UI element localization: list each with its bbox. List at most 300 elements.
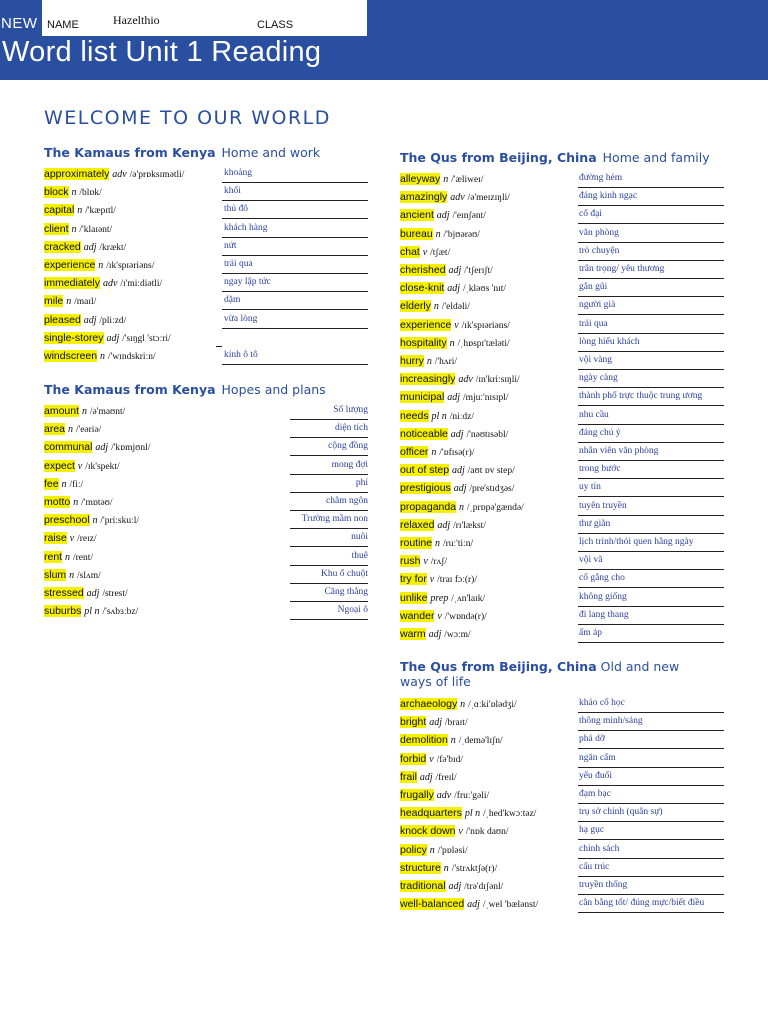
part-of-speech: v	[429, 574, 435, 586]
vocab-word: unlike	[400, 591, 428, 604]
answer-line	[578, 387, 724, 388]
answer-line	[578, 730, 724, 731]
part-of-speech: prep	[430, 592, 449, 604]
word-entry	[44, 496, 113, 508]
phonetic: /braɪt/	[444, 718, 468, 729]
vocab-word: rent	[44, 550, 63, 563]
answer-line	[222, 364, 368, 365]
answer-line	[578, 839, 724, 840]
part-of-speech: n	[443, 862, 449, 874]
word-entry	[44, 405, 125, 417]
phonetic: /mjuː'nɪsɪpl/	[462, 393, 509, 404]
meaning: trụ sở chính (quân sự)	[579, 807, 663, 818]
vocab-word: increasingly	[400, 373, 456, 386]
part-of-speech: n	[100, 351, 106, 362]
vocab-word: elderly	[400, 300, 431, 313]
meaning: uy tín	[579, 482, 601, 493]
vocab-word: prestigious	[400, 482, 451, 495]
answer-line	[222, 309, 368, 310]
part-of-speech: n	[61, 478, 67, 490]
part-of-speech: adv	[436, 790, 452, 801]
section-heading-home-and-family	[400, 150, 710, 165]
meaning: hạ gục	[579, 825, 605, 836]
meaning: dặm	[224, 295, 241, 306]
part-of-speech: adj	[451, 465, 465, 477]
part-of-speech: n	[449, 337, 455, 349]
phonetic: /ə'maʊnt/	[89, 407, 126, 417]
answer-line	[578, 314, 724, 315]
word-entry	[44, 460, 120, 472]
part-of-speech: adj	[419, 771, 433, 783]
meaning: khoảng	[224, 168, 252, 178]
meaning: Trường mầm non	[301, 514, 368, 525]
section-family: The Qus from Beijing, China	[400, 659, 597, 674]
phonetic: /'nəʊtɪsəbl/	[466, 429, 509, 440]
phonetic: /'bjʊərəʊ/	[443, 229, 480, 240]
section-topic: Home and work	[221, 145, 321, 160]
word-entry	[400, 716, 468, 728]
word-entry	[44, 259, 154, 271]
word-entry	[400, 173, 483, 185]
vocab-word: routine	[400, 537, 433, 549]
word-entry	[400, 880, 503, 892]
phonetic: /'nɒk daʊn/	[465, 827, 509, 838]
meaning: phí	[355, 477, 368, 488]
vocab-word: pleased	[44, 313, 81, 326]
phonetic: /ə'prɒksɪmətli/	[129, 170, 185, 180]
vocab-word: cracked	[44, 240, 81, 253]
vocab-word: mile	[44, 295, 64, 308]
answer-line	[578, 894, 724, 895]
word-row	[400, 336, 758, 354]
word-row	[400, 372, 758, 390]
phonetic: /'kɒmjʊnl/	[111, 443, 151, 454]
vocab-word: municipal	[400, 391, 445, 404]
word-row	[400, 245, 758, 263]
vocab-word: frugally	[400, 789, 434, 801]
phonetic: /blɒk/	[79, 188, 102, 199]
word-row	[400, 354, 758, 372]
phonetic: /ɪn'kriːsɪŋli/	[475, 375, 520, 386]
word-row	[400, 409, 758, 427]
meaning: trong bước	[579, 464, 621, 475]
word-row	[400, 824, 758, 842]
word-row	[400, 715, 758, 733]
vocab-word: traditional	[400, 880, 446, 892]
vocab-word: approximately	[44, 168, 110, 180]
answer-line	[578, 351, 724, 352]
phonetic: /ɪk'spɪəriəns/	[106, 261, 155, 271]
section-topic: Hopes and plans	[221, 382, 326, 397]
answer-line	[578, 587, 724, 588]
part-of-speech: n	[433, 301, 439, 313]
meaning: khảo cổ học	[579, 698, 625, 708]
meaning: ngay lập tức	[224, 277, 271, 288]
word-entry	[400, 610, 487, 622]
word-row	[400, 770, 758, 788]
word-row	[400, 299, 758, 317]
answer-line	[578, 496, 724, 497]
vocab-word: amazingly	[400, 191, 448, 204]
answer-line	[578, 260, 724, 261]
meaning: truyền thống	[579, 880, 628, 890]
vocab-word: raise	[44, 532, 67, 545]
phonetic: /'tʃerɪʃt/	[464, 266, 493, 276]
answer-line	[290, 546, 368, 547]
vocab-word: cherished	[400, 264, 446, 276]
meaning: nứt	[224, 240, 237, 251]
answer-line	[290, 474, 368, 475]
word-entry	[400, 771, 457, 783]
part-of-speech: n	[435, 228, 441, 240]
meaning: nuôi	[351, 532, 368, 543]
phonetic: /'wɪndskriːn/	[107, 352, 156, 362]
phonetic: /ruː'tiːn/	[442, 539, 474, 549]
name-value: Hazelthio	[113, 13, 160, 27]
phonetic: /ɪk'spɪəriəns/	[461, 320, 510, 331]
word-row	[400, 445, 758, 463]
part-of-speech: adj	[428, 629, 442, 640]
phonetic: /'eəriə/	[75, 425, 102, 436]
word-entry	[44, 295, 96, 307]
answer-line	[216, 346, 222, 347]
meaning: thành phố trực thuộc trung ương	[579, 391, 703, 402]
answer-line	[222, 218, 368, 219]
meaning: nhân viên văn phòng	[579, 446, 659, 456]
vocab-word: area	[44, 423, 66, 436]
part-of-speech: adj	[106, 332, 120, 344]
vocab-word: try for	[400, 573, 427, 586]
word-entry	[400, 319, 510, 331]
phonetic: /ˌɑːki'ɒlədʒi/	[468, 700, 517, 710]
phonetic: /tʃæt/	[430, 247, 451, 258]
phonetic: /'mɒtəʊ/	[81, 498, 113, 508]
vocab-word: amount	[44, 405, 80, 417]
phonetic: /traɪ fɔː(r)/	[437, 575, 477, 586]
word-entry	[400, 789, 489, 801]
word-row	[400, 427, 758, 445]
word-row	[400, 190, 758, 208]
vocab-word: out of step	[400, 464, 450, 477]
page-title: Word list Unit 1 Reading	[2, 36, 322, 68]
phonetic: /pre'stɪdʒəs/	[469, 484, 515, 495]
part-of-speech: adv	[112, 169, 127, 180]
vocab-word: propaganda	[400, 500, 457, 513]
vocab-word: block	[44, 186, 69, 199]
phonetic: /fə'bɪd/	[436, 754, 464, 765]
word-entry	[44, 605, 138, 617]
part-of-speech: v	[454, 319, 459, 331]
phonetic: /krækt/	[99, 242, 127, 253]
word-entry	[400, 555, 447, 567]
part-of-speech: n	[66, 296, 72, 308]
part-of-speech: adj	[450, 428, 464, 440]
part-of-speech: n	[450, 735, 456, 747]
answer-line	[578, 624, 724, 625]
word-entry	[44, 423, 101, 435]
part-of-speech: adj	[448, 265, 462, 276]
section-topic: Home and family	[602, 150, 710, 165]
word-entry	[400, 628, 471, 640]
word-row	[400, 627, 758, 645]
word-entry	[400, 191, 510, 203]
answer-line	[578, 712, 724, 713]
word-row	[400, 609, 758, 627]
answer-line	[290, 601, 368, 602]
part-of-speech: adj	[448, 881, 462, 892]
answer-line	[290, 619, 368, 620]
part-of-speech: v	[77, 460, 83, 472]
word-entry	[400, 428, 508, 440]
phonetic: /'kæpɪtl/	[85, 206, 116, 217]
word-entry	[44, 569, 101, 581]
part-of-speech: n	[73, 497, 79, 508]
meaning: kính ô tô	[224, 350, 258, 360]
word-row	[400, 536, 758, 554]
meaning: Khu ổ chuột	[321, 568, 368, 579]
vocab-word: experience	[400, 318, 452, 331]
answer-line	[578, 551, 724, 552]
word-row	[400, 806, 758, 824]
phonetic: /'eɪnʃənt/	[452, 211, 486, 222]
word-entry	[44, 514, 139, 526]
word-entry	[400, 391, 509, 403]
word-entry	[400, 753, 463, 765]
vocab-word: noticeable	[400, 427, 448, 440]
meaning: cấu trúc	[579, 861, 610, 872]
meaning: Số lượng	[333, 405, 368, 415]
part-of-speech: n	[460, 699, 466, 710]
phonetic: /'ɒfɪsə(r)/	[439, 448, 475, 458]
meaning: trân trọng/ yêu thương	[579, 264, 665, 274]
answer-line	[290, 510, 368, 511]
phonetic: /ˌkləʊs 'nɪt/	[462, 284, 507, 295]
answer-line	[222, 182, 368, 183]
phonetic: /'hʌri/	[434, 357, 458, 367]
word-row	[400, 861, 758, 879]
part-of-speech: n	[92, 515, 98, 527]
word-row	[400, 752, 758, 770]
word-row	[400, 481, 758, 499]
phonetic: /ˌʌn'laɪk/	[451, 593, 486, 604]
vocab-word: archaeology	[400, 698, 458, 710]
part-of-speech: n	[435, 538, 441, 549]
word-row	[400, 843, 758, 861]
meaning: người già	[579, 300, 616, 311]
vocab-word: bureau	[400, 227, 433, 240]
part-of-speech: adj	[447, 283, 461, 295]
meaning: vừa lòng	[224, 313, 258, 324]
word-row	[400, 281, 758, 299]
answer-line	[290, 419, 368, 420]
answer-line	[290, 583, 368, 584]
vocab-word: experience	[44, 259, 96, 271]
section-topic: Old and new ways of life	[400, 659, 680, 689]
meaning: vội vàng	[579, 355, 612, 365]
name-label: NAME	[47, 19, 79, 31]
word-entry	[400, 592, 485, 604]
meaning: cân bằng tốt/ đúng mực/biết điều	[579, 898, 705, 909]
phonetic: /niːdz/	[449, 411, 475, 422]
part-of-speech: n	[71, 223, 77, 235]
answer-line	[578, 205, 724, 206]
meaning: nhu cầu	[579, 409, 609, 420]
word-entry	[400, 519, 486, 531]
word-row	[400, 897, 758, 915]
answer-line	[578, 606, 724, 607]
answer-line	[578, 642, 724, 643]
phonetic: /'æliweɪ/	[451, 175, 484, 185]
part-of-speech: adj	[83, 241, 97, 253]
word-row	[400, 591, 758, 609]
word-entry	[44, 204, 116, 216]
vocab-word: alleyway	[400, 173, 441, 185]
section-family: The Qus from Beijing, China	[400, 150, 597, 165]
meaning: đạm bạc	[579, 789, 611, 799]
section-family: The Kamaus from Kenya	[44, 382, 216, 397]
meaning: văn phòng	[579, 227, 619, 238]
vocab-word: well-balanced	[400, 898, 465, 911]
answer-line	[290, 528, 368, 529]
vocab-word: officer	[400, 446, 429, 458]
meaning: trò chuyện	[579, 245, 620, 256]
word-entry	[44, 186, 102, 198]
word-row	[400, 172, 758, 190]
word-entry	[44, 441, 150, 453]
part-of-speech: n	[98, 260, 104, 271]
word-row	[400, 463, 758, 481]
vocab-word: client	[44, 222, 69, 235]
meaning: khối	[224, 186, 241, 197]
meaning: mong đợi	[331, 459, 368, 470]
answer-line	[290, 437, 368, 438]
phonetic: /ˌprɒpə'gændə/	[466, 502, 524, 513]
word-entry	[400, 337, 510, 349]
vocab-word: needs	[400, 409, 429, 422]
meaning: thủ đô	[224, 204, 249, 215]
word-row	[400, 500, 758, 518]
answer-line	[578, 405, 724, 406]
word-entry	[400, 807, 536, 819]
answer-line	[578, 369, 724, 370]
vocab-word: frail	[400, 770, 417, 783]
meaning: thuê	[351, 550, 368, 561]
word-row	[400, 208, 758, 226]
answer-line	[222, 328, 368, 329]
answer-line	[290, 565, 368, 566]
part-of-speech: n	[443, 174, 449, 185]
part-of-speech: n	[458, 501, 464, 513]
phonetic: /ˌwel 'bælənst/	[482, 900, 539, 911]
part-of-speech: pl n	[464, 808, 481, 820]
vocab-word: structure	[400, 861, 441, 874]
word-entry	[400, 228, 480, 240]
word-entry	[44, 314, 126, 326]
part-of-speech: v	[423, 556, 428, 568]
vocab-word: slum	[44, 568, 67, 581]
word-entry	[400, 844, 468, 856]
answer-line	[222, 255, 368, 256]
meaning: châm ngôn	[326, 496, 368, 506]
vocab-word: hurry	[400, 355, 424, 367]
part-of-speech: v	[458, 826, 463, 838]
word-entry	[400, 373, 520, 385]
meaning: ngăn cấm	[579, 752, 616, 763]
answer-line	[578, 333, 724, 334]
answer-line	[222, 200, 368, 201]
answer-line	[578, 785, 724, 786]
part-of-speech: n	[71, 187, 77, 199]
word-row	[400, 733, 758, 751]
answer-line	[578, 460, 724, 461]
part-of-speech: adj	[467, 899, 480, 911]
word-entry	[44, 223, 112, 235]
phonetic: /'strʌktʃə(r)/	[451, 863, 498, 874]
word-entry	[400, 264, 493, 276]
part-of-speech: adv	[458, 374, 473, 386]
word-entry	[400, 501, 524, 513]
phonetic: /'klaɪənt/	[79, 224, 113, 235]
word-entry	[400, 482, 514, 494]
vocab-word: headquarters	[400, 807, 462, 820]
phonetic: /aʊt ɒv step/	[467, 466, 515, 477]
word-row	[400, 788, 758, 806]
answer-line	[578, 858, 724, 859]
answer-line	[222, 273, 368, 274]
part-of-speech: adj	[95, 442, 109, 454]
meaning: yếu đuối	[579, 770, 612, 781]
word-row	[400, 572, 758, 590]
phonetic: /ˌdemə'lɪʃn/	[458, 736, 503, 747]
part-of-speech: n	[69, 569, 75, 581]
answer-line	[578, 278, 724, 279]
answer-line	[578, 515, 724, 516]
meaning: thông minh/sáng	[579, 716, 643, 727]
meaning: cộng đồng	[328, 441, 368, 452]
answer-line	[578, 296, 724, 297]
vocab-word: stressed	[44, 587, 84, 599]
answer-line	[578, 767, 724, 768]
phonetic: /slʌm/	[77, 570, 101, 581]
phonetic: /ɪk'spekt/	[85, 461, 120, 472]
answer-line	[222, 291, 368, 292]
vocab-word: close-knit	[400, 282, 445, 295]
answer-line	[578, 442, 724, 443]
meaning: trải qua	[224, 259, 253, 269]
word-entry	[44, 350, 156, 362]
meaning: ấm áp	[579, 628, 602, 638]
meaning: đáng kinh ngạc	[579, 191, 638, 202]
part-of-speech: adj	[453, 483, 467, 495]
word-entry	[44, 587, 128, 599]
meaning: trải qua	[579, 318, 608, 329]
meaning: phá dỡ	[579, 734, 605, 745]
vocab-word: knock down	[400, 825, 456, 838]
vocab-word: warm	[400, 628, 426, 640]
answer-line	[222, 237, 368, 238]
vocab-word: demolition	[400, 734, 448, 747]
answer-line	[578, 821, 724, 822]
vocab-word: windscreen	[44, 350, 98, 362]
vocab-word: capital	[44, 204, 75, 217]
word-entry	[44, 241, 126, 253]
meaning: đáng chú ý	[579, 427, 621, 438]
phonetic: /rɪ'lækst/	[453, 520, 486, 531]
vocab-word: bright	[400, 716, 427, 729]
meaning: chính sách	[579, 843, 620, 854]
meaning: không giống	[579, 591, 627, 602]
part-of-speech: adj	[447, 392, 461, 404]
